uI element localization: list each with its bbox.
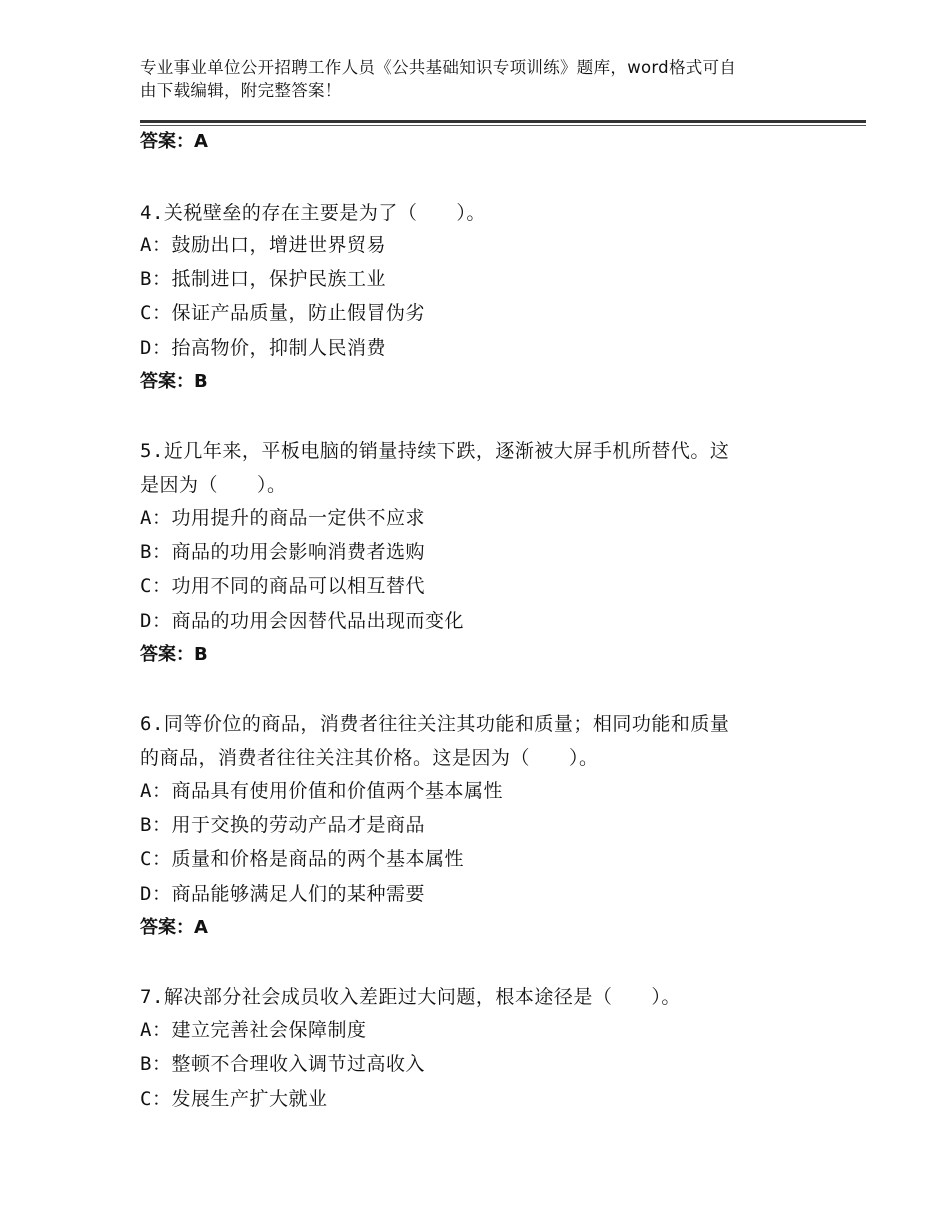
question-7-option-c: C：发展生产扩大就业 [140,1088,328,1110]
question-5-text [140,434,800,502]
question-line: 7.解决部分社会成员收入差距过大问题，根本途径是（ ）。 [140,986,681,1008]
question-4-option-a: A：鼓励出口，增进世界贸易 [140,234,386,256]
answer-q4: 答案：B [140,371,208,392]
question-line: 4.关税壁垒的存在主要是为了（ ）。 [140,202,486,224]
question-6-option-d: D：商品能够满足人们的某种需要 [140,883,425,905]
question-line: 6.同等价位的商品，消费者往往关注其功能和质量；相同功能和质量 [140,713,730,735]
question-7-text [140,980,800,1014]
question-7-option-b: B：整顿不合理收入调节过高收入 [140,1053,425,1075]
question-5-option-a: A：功用提升的商品一定供不应求 [140,507,425,529]
question-4-option-d: D：抬高物价，抑制人民消费 [140,337,386,359]
answer-q6: 答案：A [140,917,208,938]
header-rule-thin [140,125,866,126]
question-6-text [140,707,800,775]
answer-q3: 答案：A [140,131,208,152]
page-header [140,56,800,102]
question-6-option-b: B：用于交换的劳动产品才是商品 [140,814,425,836]
question-4-option-c: C：保证产品质量，防止假冒伪劣 [140,302,425,324]
header-line-1: 专业事业单位公开招聘工作人员《公共基础知识专项训练》题库，word格式可自 [140,58,737,77]
question-6-option-c: C：质量和价格是商品的两个基本属性 [140,848,464,870]
header-rule-thick [140,120,866,123]
question-6-option-a: A：商品具有使用价值和价值两个基本属性 [140,780,503,802]
question-line: 的商品，消费者往往关注其价格。这是因为（ ）。 [140,747,599,769]
question-5-option-b: B：商品的功用会影响消费者选购 [140,541,425,563]
question-line: 是因为（ ）。 [140,474,287,496]
header-line-2: 由下载编辑，附完整答案！ [140,81,342,100]
answer-q5: 答案：B [140,644,208,665]
question-line: 5.近几年来，平板电脑的销量持续下跌，逐渐被大屏手机所替代。这 [140,440,730,462]
question-5-option-d: D：商品的功用会因替代品出现而变化 [140,610,464,632]
question-7-option-a: A：建立完善社会保障制度 [140,1019,367,1041]
question-4-option-b: B：抵制进口，保护民族工业 [140,268,386,290]
question-5-option-c: C：功用不同的商品可以相互替代 [140,575,425,597]
question-4-text [140,196,800,230]
